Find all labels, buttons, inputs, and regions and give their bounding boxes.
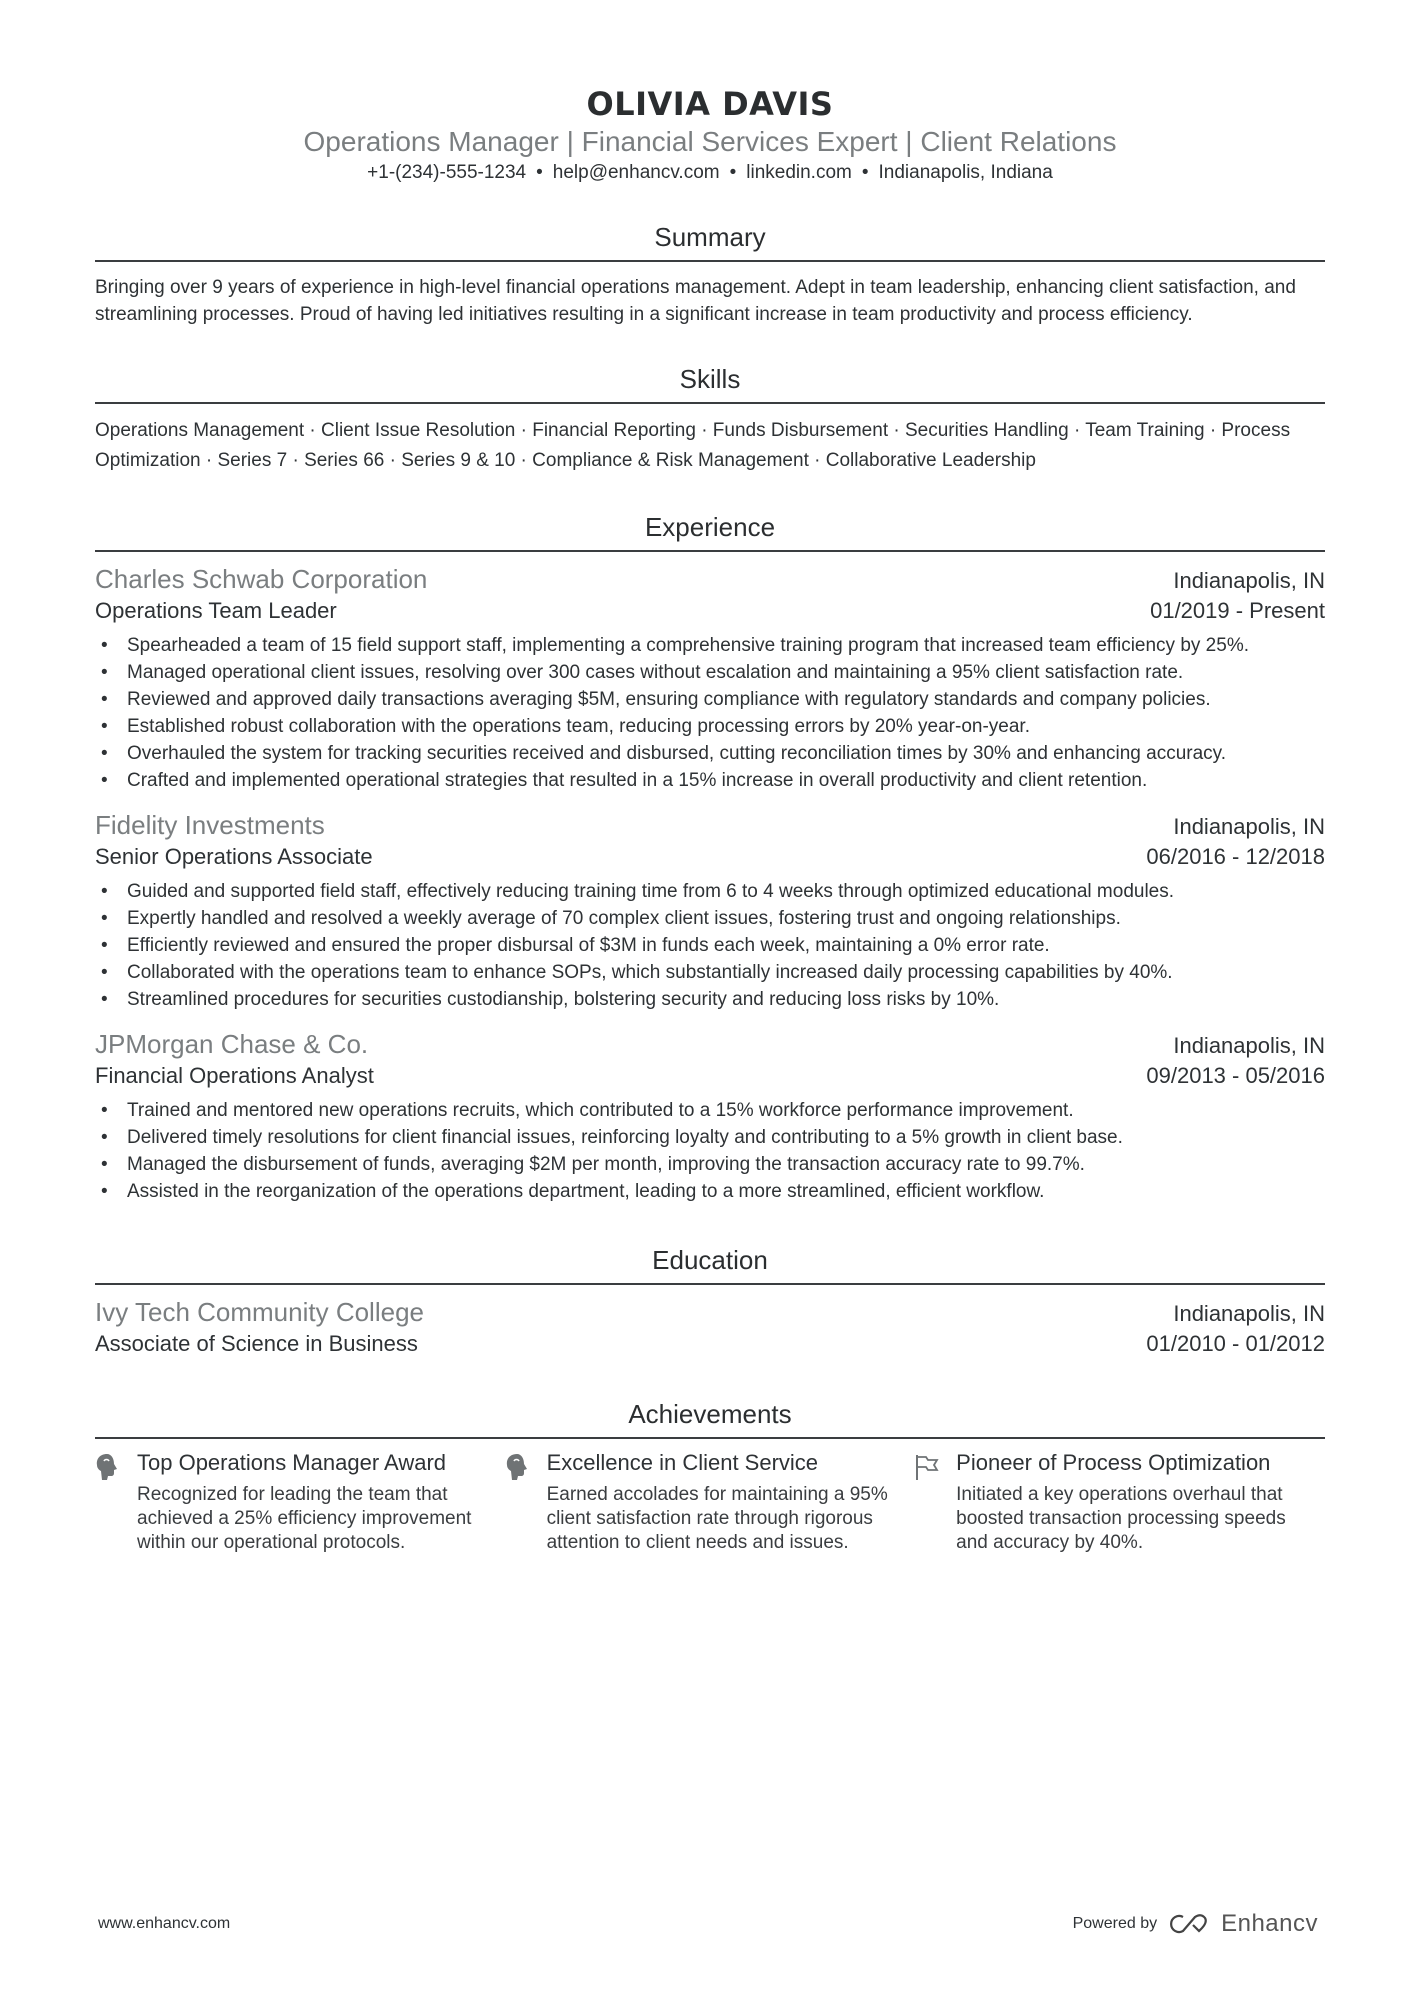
experience-section xyxy=(95,510,1325,1205)
job-location: Indianapolis, IN xyxy=(1173,1033,1325,1058)
bullet-item: • Spearheaded a team of 15 field support staff, implementing a comprehensive training program that increased team efficiency by 25%. xyxy=(95,632,1325,659)
powered-by-label: Powered by xyxy=(1072,1915,1158,1932)
resume xyxy=(95,84,1325,1555)
flag-icon xyxy=(914,1449,956,1555)
school-name: Ivy Tech Community College xyxy=(95,1297,424,1327)
job-dates: 06/2016 - 12/2018 xyxy=(1146,844,1325,869)
achievement-item xyxy=(95,1449,505,1555)
degree: Associate of Science in Business xyxy=(95,1331,418,1356)
linkedin-link[interactable]: linkedin.com xyxy=(746,162,852,183)
skills-list: Operations Management · Client Issue Resolution · Financial Reporting · Funds Disbursement · Securities Handling · Team Training · Process Optimization · Series 7 · Series 66 · Series 9 & 10 · Compliance & Risk Management · Collaborative Leadership xyxy=(95,420,1291,471)
achievement-title: Top Operations Manager Award xyxy=(137,1450,446,1475)
achievements-section xyxy=(95,1397,1325,1555)
bullet-item: • Established robust collaboration with the operations team, reducing processing errors by 20% year-on-year. xyxy=(95,713,1325,740)
bullet-item: • Delivered timely resolutions for client financial issues, reinforcing loyalty and contributing to a 5% growth in client base. xyxy=(95,1124,1325,1151)
job-title: Financial Operations Analyst xyxy=(95,1063,374,1088)
achievement-description: Recognized for leading the team that achieved a 25% efficiency improvement within our operational protocols. xyxy=(137,1484,472,1553)
bullet-item: • Collaborated with the operations team to enhance SOPs, which substantially increased daily processing capabilities by 40%. xyxy=(95,959,1325,986)
bullet-item: • Reviewed and approved daily transactions averaging $5M, ensuring compliance with regulatory standards and company policies. xyxy=(95,686,1325,713)
separator: • xyxy=(536,162,543,183)
job-dates: 01/2019 - Present xyxy=(1150,598,1325,623)
bullet-item: • Expertly handled and resolved a weekly average of 70 complex client issues, fostering trust and ongoing relationships. xyxy=(95,905,1325,932)
education-entry xyxy=(95,1295,1325,1359)
contact-info xyxy=(95,160,1325,186)
company-name: Fidelity Investments xyxy=(95,810,325,840)
company-name: JPMorgan Chase & Co. xyxy=(95,1029,369,1059)
email-link[interactable]: help@enhancv.com xyxy=(552,162,720,183)
candidate-title: Operations Manager | Financial Services Expert | Client Relations xyxy=(303,126,1117,157)
job-location: Indianapolis, IN xyxy=(1173,568,1325,593)
skills-section xyxy=(95,362,1325,476)
job-bullets xyxy=(95,878,1325,1013)
education-section xyxy=(95,1243,1325,1359)
job-title: Senior Operations Associate xyxy=(95,844,373,869)
bullet-item: • Managed the disbursement of funds, averaging $2M per month, improving the transaction accuracy rate to 99.7%. xyxy=(95,1151,1325,1178)
section-heading: Achievements xyxy=(95,1397,1325,1439)
brand-name: Enhancv xyxy=(1221,1910,1318,1937)
summary-text: Bringing over 9 years of experience in high-level financial operations management. Adept in team leadership, enhancing client satisfaction, and streamlining processes. Proud of having led initiatives resulting in a significant increase in team productivity and process efficiency. xyxy=(95,277,1296,325)
summary-section xyxy=(95,220,1325,328)
achievement-title: Pioneer of Process Optimization xyxy=(956,1450,1271,1475)
bullet-item: • Assisted in the reorganization of the operations department, leading to a more streamlined, efficient workflow. xyxy=(95,1178,1325,1205)
location: Indianapolis, Indiana xyxy=(878,162,1053,183)
job-entry xyxy=(95,808,1325,1013)
candidate-name: OLIVIA DAVIS xyxy=(586,85,834,123)
enhancv-logo-icon xyxy=(1167,1913,1211,1935)
company-name: Charles Schwab Corporation xyxy=(95,564,428,594)
bullet-item: • Crafted and implemented operational strategies that resulted in a 15% increase in overall productivity and client retention. xyxy=(95,767,1325,794)
job-location: Indianapolis, IN xyxy=(1173,814,1325,839)
bullet-item: • Managed operational client issues, resolving over 300 cases without escalation and maintaining a 95% client satisfaction rate. xyxy=(95,659,1325,686)
achievement-title: Excellence in Client Service xyxy=(546,1450,819,1475)
education-dates: 01/2010 - 01/2012 xyxy=(1146,1331,1325,1356)
head-icon xyxy=(505,1449,547,1555)
footer xyxy=(98,1910,1318,1938)
job-entry xyxy=(95,562,1325,794)
achievement-item xyxy=(505,1449,915,1555)
bullet-item: • Guided and supported field staff, effectively reducing training time from 6 to 4 weeks through optimized educational modules. xyxy=(95,878,1325,905)
section-heading: Skills xyxy=(95,362,1325,404)
section-heading: Education xyxy=(95,1243,1325,1285)
achievement-description: Initiated a key operations overhaul that boosted transaction processing speeds and accuracy by 40%. xyxy=(956,1484,1286,1553)
achievement-description: Earned accolades for maintaining a 95% client satisfaction rate through rigorous attention to client needs and issues. xyxy=(546,1484,888,1553)
achievement-item xyxy=(914,1449,1324,1555)
separator: • xyxy=(729,162,737,183)
bullet-item: • Efficiently reviewed and ensured the proper disbursal of $3M in funds each week, maintaining a 0% error rate. xyxy=(95,932,1325,959)
phone: +1-(234)-555-1234 xyxy=(367,162,527,183)
job-bullets xyxy=(95,632,1325,794)
job-entry xyxy=(95,1027,1325,1205)
website-link[interactable]: www.enhancv.com xyxy=(98,1915,231,1932)
section-heading: Experience xyxy=(95,510,1325,552)
bullet-item: • Streamlined procedures for securities custodianship, bolstering security and reducing loss risks by 10%. xyxy=(95,986,1325,1013)
powered-by xyxy=(1073,1910,1318,1938)
bullet-item: • Trained and mentored new operations recruits, which contributed to a 15% workforce performance improvement. xyxy=(95,1097,1325,1124)
section-heading: Summary xyxy=(95,220,1325,262)
job-bullets xyxy=(95,1097,1325,1205)
separator: • xyxy=(861,162,869,183)
job-title: Operations Team Leader xyxy=(95,598,337,623)
school-location: Indianapolis, IN xyxy=(1173,1301,1325,1326)
head-icon xyxy=(95,1449,137,1555)
bullet-item: • Overhauled the system for tracking securities received and disbursed, cutting reconciliation times by 30% and enhancing accuracy. xyxy=(95,740,1325,767)
job-dates: 09/2013 - 05/2016 xyxy=(1146,1063,1325,1088)
